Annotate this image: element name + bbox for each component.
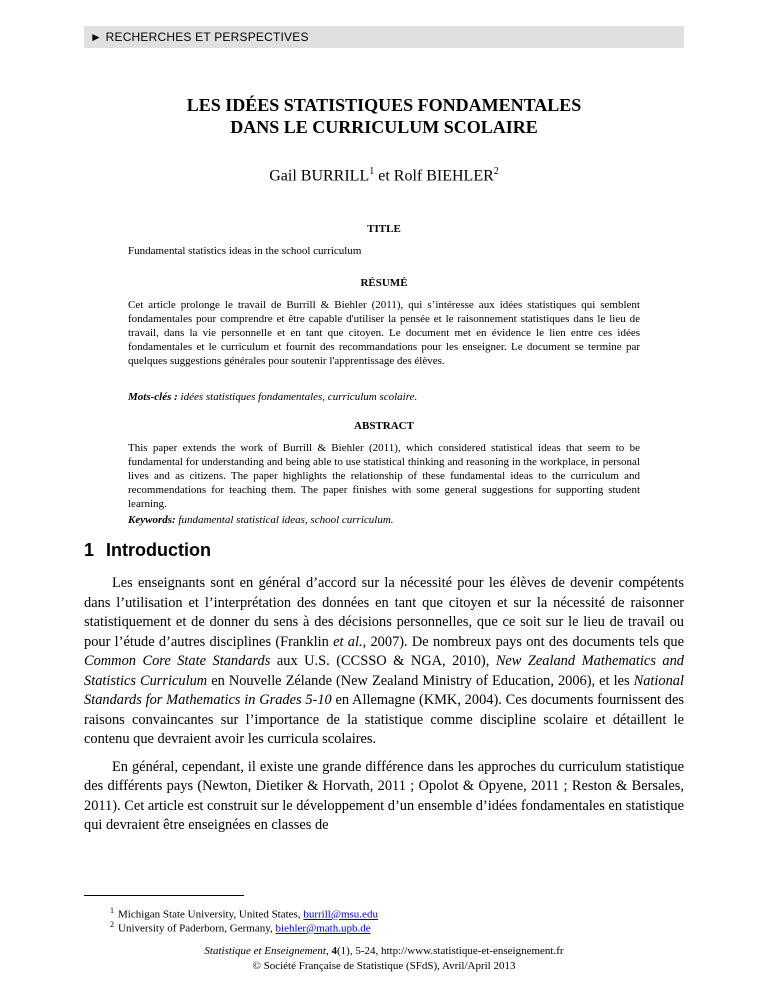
para1-italic-1: et al. bbox=[333, 633, 363, 650]
author-conjunction: et bbox=[374, 167, 394, 185]
para1-text-1: Les enseignants sont en général d’accord sur la nécessité pour les élèves de devenir compétents dans l’utilisation et l’interprétation des données en tant que citoyen et sur la nécessité de raisonner statistiquement et de donner du sens à des décisions personnelles, que ce soit sur le lieu de travail ou pour l’étude d’autres disciplines (Franklin bbox=[84, 575, 684, 650]
title-line-2: DANS LE CURRICULUM SCOLAIRE bbox=[230, 117, 538, 137]
footnote-1-email-link[interactable]: burrill@msu.edu bbox=[303, 908, 378, 921]
footnote-1-text: Michigan State University, United States, bbox=[118, 908, 304, 921]
title-line-1: LES IDÉES STATISTIQUES FONDAMENTALES bbox=[186, 95, 582, 115]
colophon-issue-pages-url: (1), 5-24, http://www.statistique-et-enseignement.fr bbox=[337, 945, 564, 957]
paragraph-2: En général, cependant, il existe une grande différence dans les approches du curriculum statistique des différents pays (Newton, Dietiker & Horvath, 2011 ; Opolot & Opyene, 2011 ; Reston & Bersales, 2011). Cet article est construit sur le développement d’un ensemble d’idées fondamentales en statistique qui devraient être enseignées en classes de bbox=[84, 758, 684, 833]
section-header-bar bbox=[84, 26, 684, 48]
author-1-note: 1 bbox=[369, 166, 375, 177]
colophon-line-1 bbox=[84, 944, 684, 959]
colophon bbox=[84, 944, 684, 974]
english-title: Fundamental statistics ideas in the school curriculum bbox=[128, 245, 362, 257]
arrow-icon: ► bbox=[90, 30, 103, 44]
resume-keywords-label: Mots-clés : bbox=[128, 391, 178, 403]
abstract-keywords-label: Keywords: bbox=[128, 514, 176, 526]
abstract-heading: ABSTRACT bbox=[354, 420, 414, 432]
footnote-2-text: University of Paderborn, Germany, bbox=[118, 922, 276, 935]
para1-italic-3: New Zealand Mathematics and Statistics Curriculum bbox=[84, 653, 685, 689]
abstract-keywords-list: fundamental statistical ideas, school curriculum. bbox=[175, 514, 394, 526]
section-number: 1 bbox=[84, 540, 95, 560]
footnote-rule bbox=[84, 895, 244, 896]
body-text bbox=[84, 574, 684, 836]
section-title: Introduction bbox=[106, 540, 211, 560]
colophon-line-2: © Société Française de Statistique (SFdS), Avril/April 2013 bbox=[252, 960, 516, 972]
resume-heading: RÉSUMÉ bbox=[360, 277, 408, 289]
para1-text-3: aux U.S. (CCSSO & NGA, 2010), bbox=[270, 653, 496, 669]
journal-volume: 4 bbox=[331, 945, 337, 957]
title-heading: TITLE bbox=[367, 223, 401, 235]
author-1: Gail BURRILL bbox=[269, 167, 370, 185]
author-2-note: 2 bbox=[493, 166, 499, 177]
section-heading bbox=[84, 540, 211, 561]
para1-italic-2: Common Core State Standards bbox=[84, 653, 271, 669]
section-label: RECHERCHES ET PERSPECTIVES bbox=[105, 30, 309, 44]
para1-text-5: en Allemagne (KMK, 2004). Ces documents fournissent des raisons convaincantes sur l’importance de la statistique comme discipline scolaire et détaillent le contenu que devraient avoir les curricula scolaires. bbox=[84, 692, 684, 747]
footnote-1-number: 1 bbox=[110, 906, 114, 915]
footnote-2-email-link[interactable]: biehler@math.upb.de bbox=[275, 922, 371, 935]
author-2: Rolf BIEHLER bbox=[393, 167, 494, 185]
para1-text-2: , 2007). De nombreux pays ont des documents tels que bbox=[362, 633, 685, 650]
abstract-keywords bbox=[128, 513, 640, 527]
para1-italic-4: National Standards for Mathematics in Grades 5-10 bbox=[84, 672, 684, 708]
resume-keywords-list: idées statistiques fondamentales, curriculum scolaire. bbox=[177, 391, 418, 403]
journal-name: Statistique et Enseignement bbox=[204, 945, 326, 957]
footnote-2 bbox=[110, 918, 371, 936]
abstract-text: This paper extends the work of Burrill & Biehler (2011), which considered statistical ideas that seem to be fundamental for understanding and being able to use statistical thinking and reasoning in the workplace, in personal lives and as citizens. The paper highlights the relationship of these fundamental ideas to the curriculum and recommendations for teaching them. The paper finishes with some general suggestions for supporting student learning. bbox=[128, 442, 640, 510]
para1-text-4: en Nouvelle Zélande (New Zealand Ministry of Education, 2006), et les bbox=[207, 672, 634, 689]
paper-title bbox=[84, 94, 684, 138]
resume-keywords bbox=[128, 390, 640, 404]
resume-text: Cet article prolonge le travail de Burrill & Biehler (2011), qui s’intéresse aux idées statistiques qui semblent fondamentales pour comprendre et être capable d'utiliser la pensée et le raisonnement statistiques dans le lieu de travail, dans la vie personnelle et en tant que citoyen. Le document met en évidence le lien entre ces idées fondamentales et le curriculum et fournit des recommandations pour les enseigner. Le document se termine par quelques suggestions générales pour soutenir l'apprentissage des élèves. bbox=[128, 299, 640, 367]
paragraph-1 bbox=[84, 574, 684, 750]
authors bbox=[84, 166, 684, 185]
footnote-2-number: 2 bbox=[110, 920, 114, 929]
colophon-separator: , bbox=[326, 945, 332, 957]
